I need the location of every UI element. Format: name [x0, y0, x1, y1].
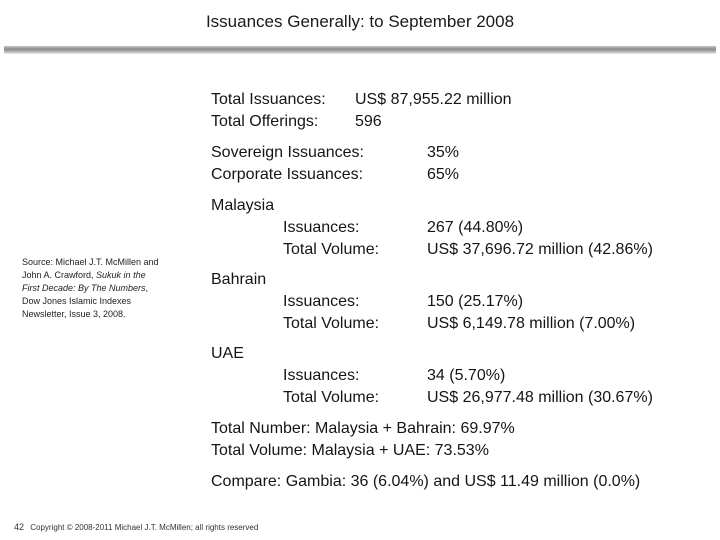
corporate-label: Corporate Issuances: — [211, 166, 364, 183]
malaysia-issuances-label: Issuances: — [283, 219, 360, 236]
bahrain-volume-label: Total Volume: — [283, 315, 380, 332]
source-book-title: Sukuk in the First Decade: By The Numbers — [22, 270, 146, 293]
malaysia-volume-value: US$ 37,696.72 million (42.86%) — [427, 241, 653, 258]
uae-volume-value: US$ 26,977.48 million (30.67%) — [427, 389, 653, 406]
uae-volume-label: Total Volume: — [283, 389, 380, 406]
source-suffix: , Dow Jones Islamic Indexes Newsletter, Issue 3, 2008. — [22, 283, 149, 319]
malaysia-issuances-value: 267 (44.80%) — [427, 219, 524, 236]
summary-volume-line: Total Volume: Malaysia + UAE: 73.53% — [211, 442, 489, 459]
country-name-bahrain: Bahrain — [211, 271, 267, 288]
total-offerings-label: Total Offerings: — [211, 113, 319, 130]
title-divider — [4, 46, 716, 54]
page-number: 42 — [14, 522, 25, 532]
total-offerings-value: 596 — [355, 113, 382, 130]
uae-issuances-value: 34 (5.70%) — [427, 367, 506, 384]
total-issuances-value: US$ 87,955.22 million — [355, 91, 512, 108]
footer — [14, 522, 258, 532]
source-prefix: Source: Michael J.T. McMillen and John A. Crawford, — [22, 257, 159, 280]
country-name-malaysia: Malaysia — [211, 197, 275, 214]
bahrain-volume-value: US$ 6,149.78 million (7.00%) — [427, 315, 636, 332]
compare-line: Compare: Gambia: 36 (6.04%) and US$ 11.49 million (0.0%) — [211, 473, 641, 490]
uae-issuances-label: Issuances: — [283, 367, 360, 384]
sovereign-label: Sovereign Issuances: — [211, 144, 364, 161]
corporate-value: 65% — [427, 166, 460, 183]
copyright-notice: Copyright © 2008-2011 Michael J.T. McMillen; all rights reserved — [30, 523, 259, 532]
source-citation — [22, 256, 162, 321]
malaysia-volume-label: Total Volume: — [283, 241, 380, 258]
bahrain-issuances-label: Issuances: — [283, 293, 360, 310]
country-name-uae: UAE — [211, 345, 244, 362]
sovereign-value: 35% — [427, 144, 460, 161]
slide-title: Issuances Generally: to September 2008 — [205, 12, 515, 31]
summary-number-line: Total Number: Malaysia + Bahrain: 69.97% — [211, 420, 515, 437]
bahrain-issuances-value: 150 (25.17%) — [427, 293, 524, 310]
total-issuances-label: Total Issuances: — [211, 91, 326, 108]
